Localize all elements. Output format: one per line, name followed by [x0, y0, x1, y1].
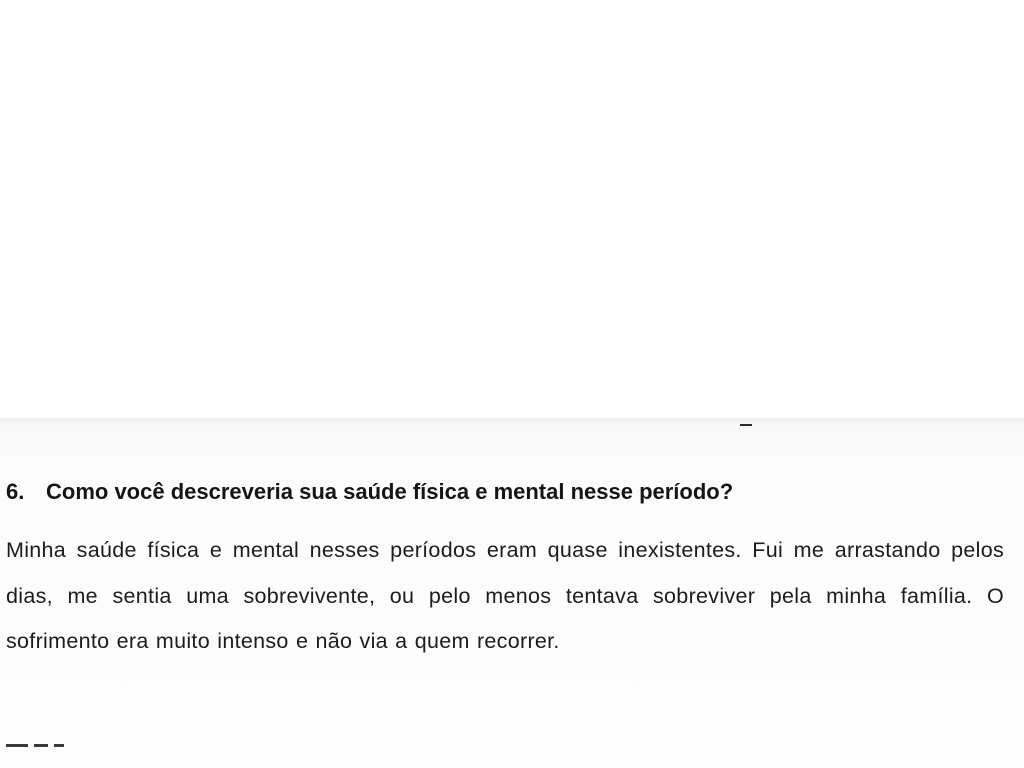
stray-mark: [740, 424, 752, 426]
question-number: 6.: [6, 479, 25, 504]
scan-edge: [0, 418, 1024, 424]
question-text: Como você descreveria sua saúde física e mental nesse período?: [46, 479, 734, 504]
question-heading: [6, 477, 1016, 507]
answer-paragraph: Minha saúde física e mental nesses períodos eram quase inexistentes. Fui me arrastando pelos dias, me sentia uma sobrevivente, ou pelo menos tentava sobreviver pela minha família. O sofrimento era muito intenso e não via a quem recorrer.: [6, 538, 1004, 653]
cut-off-next-line: [6, 744, 126, 750]
